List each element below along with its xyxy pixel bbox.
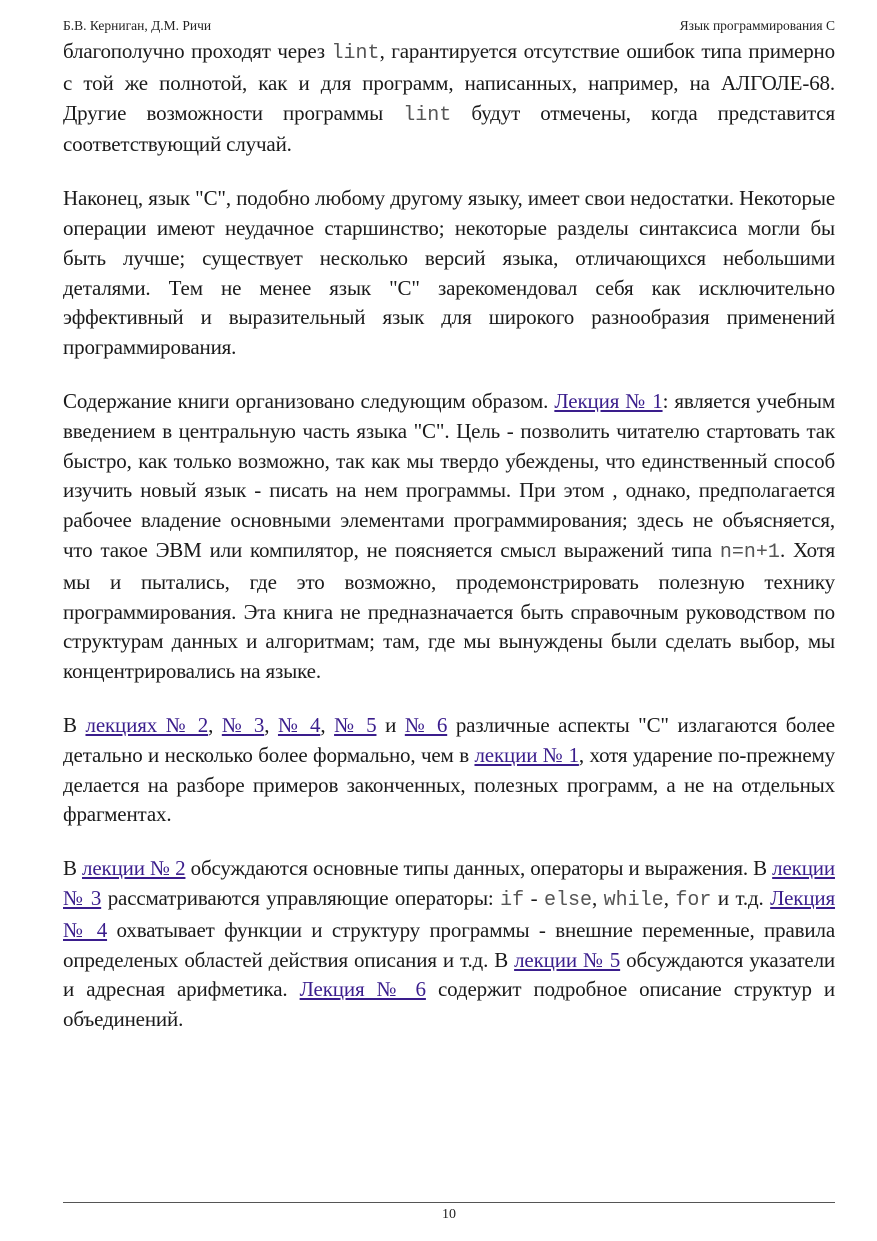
text: содержит подробное описание структур и объединений.: [63, 977, 836, 1032]
link-lecture-2[interactable]: лекции № 2: [82, 856, 186, 881]
header-book-title: Язык программирования С: [679, 18, 835, 33]
text: -: [524, 885, 545, 910]
header-authors: Б.В. Керниган, Д.М. Ричи: [63, 18, 212, 33]
link-lecture-3[interactable]: № 3: [221, 712, 265, 737]
link-lecture-6[interactable]: № 6: [404, 712, 448, 737]
text: Содержание книги организовано следующим образом.: [63, 388, 555, 413]
code-lint: lint: [403, 103, 452, 127]
paragraph-lecture-overview: [63, 854, 835, 1035]
link-lecture-3[interactable]: лекции № 3: [63, 856, 835, 910]
text: охватывает функции и структуру программы - внешние переменные, правила определеных областей действия описания и т.д. В: [63, 917, 835, 972]
code-lint: lint: [331, 42, 380, 65]
text: В: [63, 856, 83, 881]
paragraph-lectures-2-6: [63, 711, 835, 830]
code-while: while: [603, 888, 664, 912]
text: , хотя ударение по-прежнему делается на разборе примеров законченных, полезных программ, а не на отдельных фрагментах.: [63, 742, 835, 827]
link-lecture-5[interactable]: лекции № 5: [514, 947, 621, 972]
text: ,: [208, 712, 222, 737]
text: ,: [320, 712, 335, 737]
text: различные аспекты "C" излагаются более детально и несколько более формально, чем в: [63, 712, 835, 767]
text: и т.д.: [711, 885, 771, 910]
paragraph-drawbacks: Наконец, язык "C", подобно любому другому языку, имеет свои недостатки. Некоторые операции имеют неудачное старшинство; некоторые разделы синтаксиса могли бы быть лучше; существует несколько версий языка, отличающихся небольшими деталями. Тем не менее язык "C" зарекомендовал себя как исключительно эффективный и выразительный язык для широкого разнообразия применений программирования.: [63, 186, 835, 360]
text: обсуждаются основные типы данных, операторы и выражения. В: [185, 856, 773, 881]
text: : является учебным введением в центральную часть языка "C". Цель - позволить читателю стартовать так быстро, как только возможно, так как мы твердо убеждены, что единственный способ изучить новый язык - писать на нем программы. При этом , однако, предполагается рабочее владение основными элементами программирования; здесь не объясняется, что такое ЭВМ или компилятор, не поясняется смысл выражений типа: [63, 388, 836, 562]
text: ,: [264, 712, 278, 737]
paragraph-lint: [63, 37, 835, 160]
link-lecture-4[interactable]: № 4: [277, 712, 321, 737]
link-lecture-1[interactable]: Лекция № 1: [554, 388, 663, 413]
code-else: else: [544, 888, 593, 912]
code-if: if: [500, 888, 525, 912]
text: ,: [663, 885, 676, 910]
text: обсуждаются указатели и адресная арифметика.: [63, 947, 835, 1002]
link-lecture-6[interactable]: Лекция № 6: [299, 977, 426, 1002]
page-number: 10: [442, 1207, 456, 1222]
link-lecture-1[interactable]: лекции № 1: [474, 742, 579, 767]
page-body: [63, 37, 835, 1059]
link-lectures-2[interactable]: лекциях № 2: [85, 712, 209, 737]
code-for: for: [675, 888, 712, 912]
text: будут отмечены, когда представится соответствующий случай.: [63, 100, 835, 157]
text: и: [376, 712, 405, 737]
link-lecture-4[interactable]: Лекция № 4: [63, 885, 836, 942]
link-lecture-5[interactable]: № 5: [334, 712, 377, 737]
paragraph-contents: [63, 387, 835, 687]
text: ,: [592, 885, 604, 910]
text: , гарантируется отсутствие ошибок типа примерно с той же полнотой, как и для программ, написанных, например, на АЛГОЛЕ-68. Другие возможности программы: [63, 39, 835, 125]
text: рассматриваются управляющие операторы:: [101, 885, 501, 910]
text: . Хотя мы и пытались, где это возможно, продемонстрировать полезную технику программирования. Эта книга не предназначается быть справочным руководством по структурам данных и алгоритмам; там, где мы вынуждены были сделать выбор, мы концентрировались на языке.: [63, 537, 835, 684]
code-expression: n=n+1: [719, 540, 780, 564]
text: В: [63, 712, 86, 737]
footer-divider: [63, 1202, 835, 1203]
text: благополучно проходят через: [63, 39, 332, 63]
